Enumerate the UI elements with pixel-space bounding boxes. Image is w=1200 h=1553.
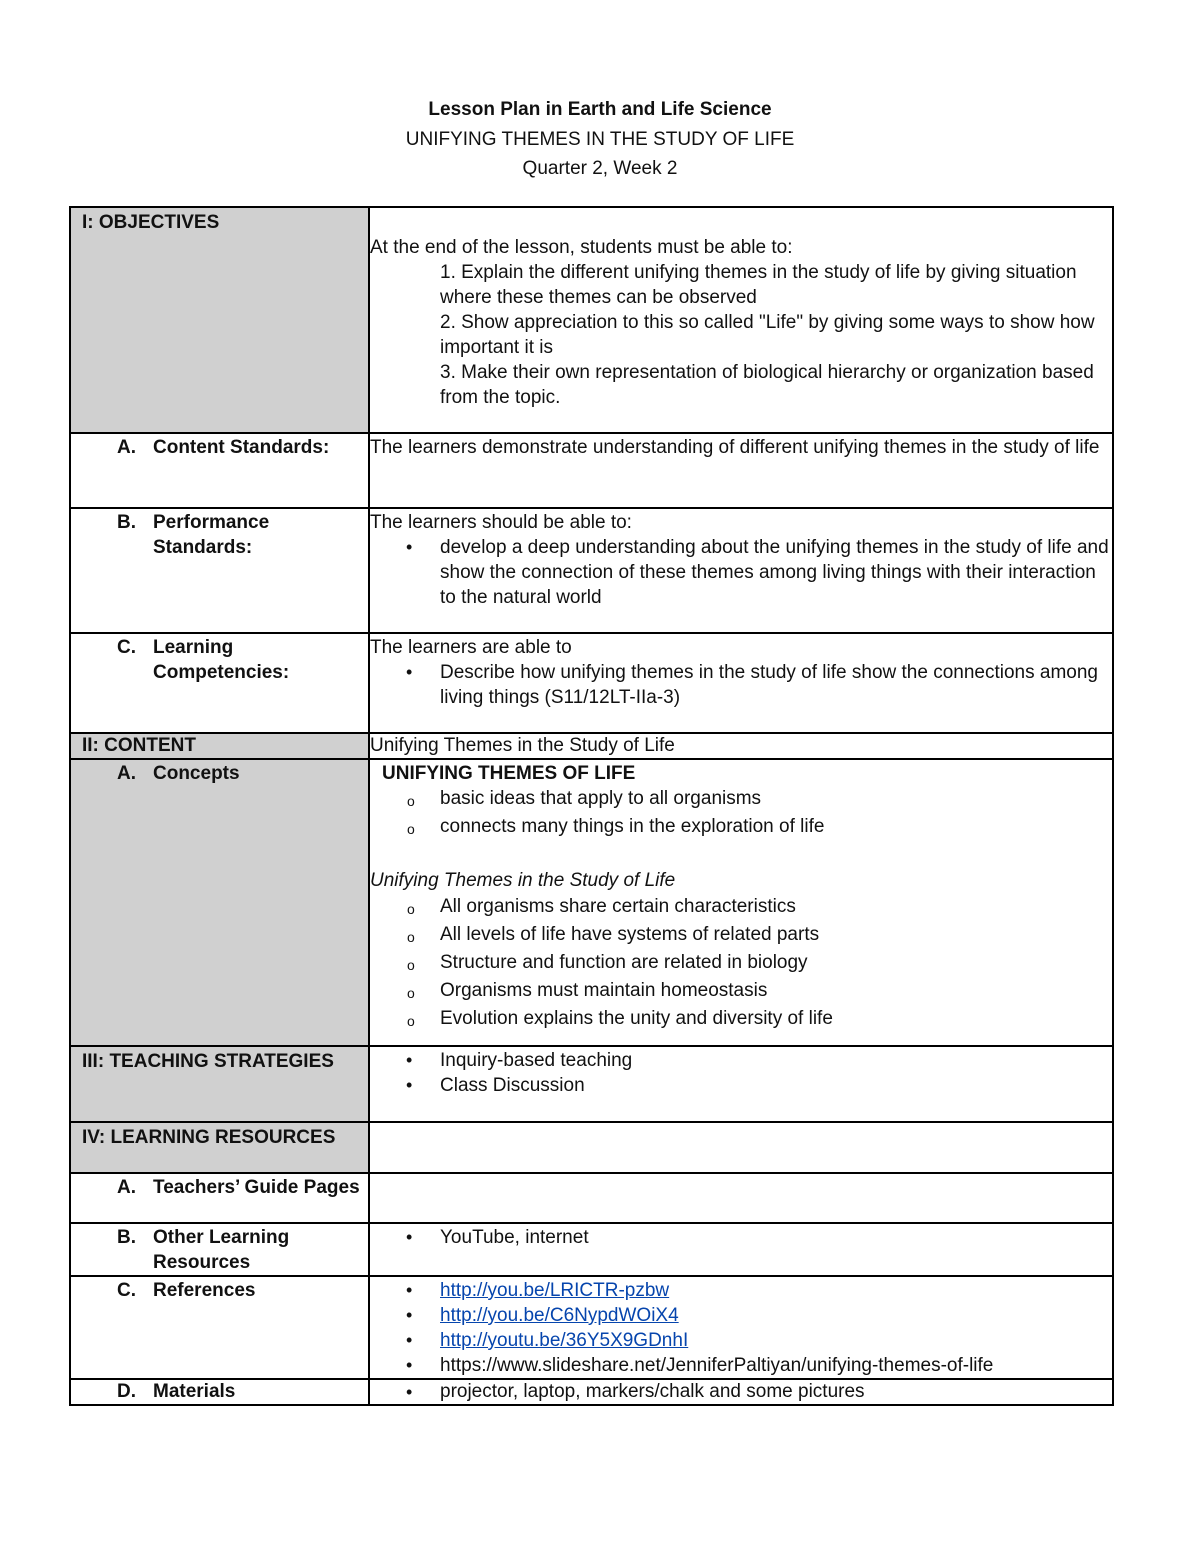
circle-bullet-icon: o <box>407 821 415 837</box>
objectives-label-cell <box>70 207 369 433</box>
document-period: Quarter 2, Week 2 <box>522 158 678 179</box>
document-subtitle: UNIFYING THEMES IN THE STUDY OF LIFE <box>405 129 795 150</box>
list-item: o Evolution explains the unity and diversity of life <box>370 1006 1112 1034</box>
objectives-row <box>70 207 1113 433</box>
materials-label: D. Materials <box>117 1381 236 1402</box>
concepts-subheading: Unifying Themes in the Study of Life <box>370 870 676 891</box>
list-item <box>370 1277 1112 1303</box>
concepts-label-cell <box>70 759 369 1046</box>
strategies-label-cell <box>70 1046 369 1122</box>
concepts-cell <box>369 759 1113 1046</box>
circle-bullet-icon: o <box>407 901 415 917</box>
bullet-icon: • <box>406 1227 413 1247</box>
bullet-icon: • <box>406 1330 413 1350</box>
list-item: • projector, laptop, markers/chalk and some pictures <box>370 1380 1112 1404</box>
document-title: Lesson Plan in Earth and Life Science <box>428 99 772 120</box>
reference-link[interactable]: http://youtu.be/36Y5X9GDnhI <box>440 1330 689 1351</box>
circle-bullet-icon: o <box>407 929 415 945</box>
bullet-icon: • <box>406 1280 413 1300</box>
bullet-icon: • <box>406 1050 413 1070</box>
circle-bullet-icon: o <box>407 1013 415 1029</box>
list-item <box>370 1353 1112 1378</box>
materials-cell <box>369 1379 1113 1405</box>
performance-standards-label-cell <box>70 508 369 633</box>
learning-competencies-label-cell <box>70 633 369 733</box>
strategies-row <box>70 1046 1113 1122</box>
objective-item: 2. Show appreciation to this so called "Life" by giving some ways to show how important it is <box>440 312 1095 358</box>
resources-row <box>70 1122 1113 1173</box>
concepts-heading: UNIFYING THEMES OF LIFE <box>382 763 636 784</box>
bullet-icon: • <box>406 1305 413 1325</box>
references-row <box>70 1276 1113 1379</box>
resources-cell <box>369 1122 1113 1173</box>
list-item: • develop a deep understanding about the unifying themes in the study of life and show the connection of these themes among living things with their interaction to the natural world <box>370 535 1112 610</box>
performance-standards-label: B. Performance Standards: <box>117 512 270 558</box>
list-item: o All organisms share certain characteristics <box>370 894 1112 922</box>
content-value: Unifying Themes in the Study of Life <box>370 735 675 756</box>
objectives-intro: At the end of the lesson, students must be able to: <box>370 237 793 258</box>
objective-item: 3. Make their own representation of biological hierarchy or organization based from the topic. <box>440 362 1094 408</box>
list-item: o basic ideas that apply to all organisms <box>370 786 1112 814</box>
bullet-icon: • <box>406 1382 413 1402</box>
circle-bullet-icon: o <box>407 985 415 1001</box>
content-standards-label-cell <box>70 433 369 508</box>
teachers-guide-label-cell <box>70 1173 369 1223</box>
bullet-icon: • <box>406 1075 413 1095</box>
lesson-plan-table <box>69 206 1114 1406</box>
list-item: o connects many things in the exploration of life <box>370 814 1112 842</box>
other-resources-row <box>70 1223 1113 1276</box>
list-item: • YouTube, internet <box>370 1224 1112 1250</box>
list-item <box>370 1328 1112 1353</box>
references-label-cell <box>70 1276 369 1379</box>
content-heading: II: CONTENT <box>82 735 196 756</box>
references-label: C. References <box>117 1280 256 1301</box>
reference-link[interactable]: http://you.be/LRICTR-pzbw <box>440 1280 670 1301</box>
materials-row <box>70 1379 1113 1405</box>
list-item: • Inquiry-based teaching <box>370 1047 1112 1073</box>
document-header <box>0 95 1200 183</box>
concepts-label: A. Concepts <box>117 763 240 784</box>
performance-standards-intro: The learners should be able to: <box>370 512 632 533</box>
list-item: • Describe how unifying themes in the study of life show the connections among living things (S11/12LT-IIa-3) <box>370 660 1112 710</box>
list-item: • Class Discussion <box>370 1073 1112 1098</box>
objectives-content-cell <box>369 207 1113 433</box>
other-resources-cell <box>369 1223 1113 1276</box>
list-item <box>370 1303 1112 1328</box>
reference-link[interactable]: http://you.be/C6NypdWOiX4 <box>440 1305 679 1326</box>
list-item: o All levels of life have systems of related parts <box>370 922 1112 950</box>
other-resources-label-cell <box>70 1223 369 1276</box>
resources-label-cell <box>70 1122 369 1173</box>
content-cell <box>369 733 1113 759</box>
objectives-heading: I: OBJECTIVES <box>82 212 220 233</box>
performance-standards-cell <box>369 508 1113 633</box>
learning-competencies-row <box>70 633 1113 733</box>
content-label-cell <box>70 733 369 759</box>
circle-bullet-icon: o <box>407 793 415 809</box>
objective-item: 1. Explain the different unifying themes in the study of life by giving situation where these themes can be observed <box>440 262 1077 308</box>
teachers-guide-cell <box>369 1173 1113 1223</box>
list-item: o Structure and function are related in biology <box>370 950 1112 978</box>
materials-label-cell <box>70 1379 369 1405</box>
bullet-icon: • <box>406 662 413 682</box>
list-item: o Organisms must maintain homeostasis <box>370 978 1112 1006</box>
bullet-icon: • <box>406 537 413 557</box>
performance-standards-row <box>70 508 1113 633</box>
strategies-cell <box>369 1046 1113 1122</box>
concepts-row <box>70 759 1113 1046</box>
content-standards-label: A. Content Standards: <box>117 437 330 458</box>
other-resources-label: B. Other Learning Resources <box>117 1227 290 1273</box>
circle-bullet-icon: o <box>407 957 415 973</box>
reference-plain-url: https://www.slideshare.net/JenniferPaltiyan/unifying-themes-of-life <box>440 1355 994 1376</box>
bullet-icon: • <box>406 1355 413 1375</box>
resources-heading: IV: LEARNING RESOURCES <box>82 1127 336 1148</box>
learning-competencies-intro: The learners are able to <box>370 637 572 658</box>
learning-competencies-label: C. Learning Competencies: <box>117 637 290 683</box>
content-standards-cell <box>369 433 1113 508</box>
content-standards-text: The learners demonstrate understanding of different unifying themes in the study of life <box>370 437 1100 458</box>
content-row <box>70 733 1113 759</box>
content-standards-row <box>70 433 1113 508</box>
teachers-guide-row <box>70 1173 1113 1223</box>
references-cell <box>369 1276 1113 1379</box>
learning-competencies-cell <box>369 633 1113 733</box>
strategies-heading: III: TEACHING STRATEGIES <box>82 1051 334 1072</box>
teachers-guide-label: A. Teachers’ Guide Pages <box>117 1177 360 1198</box>
